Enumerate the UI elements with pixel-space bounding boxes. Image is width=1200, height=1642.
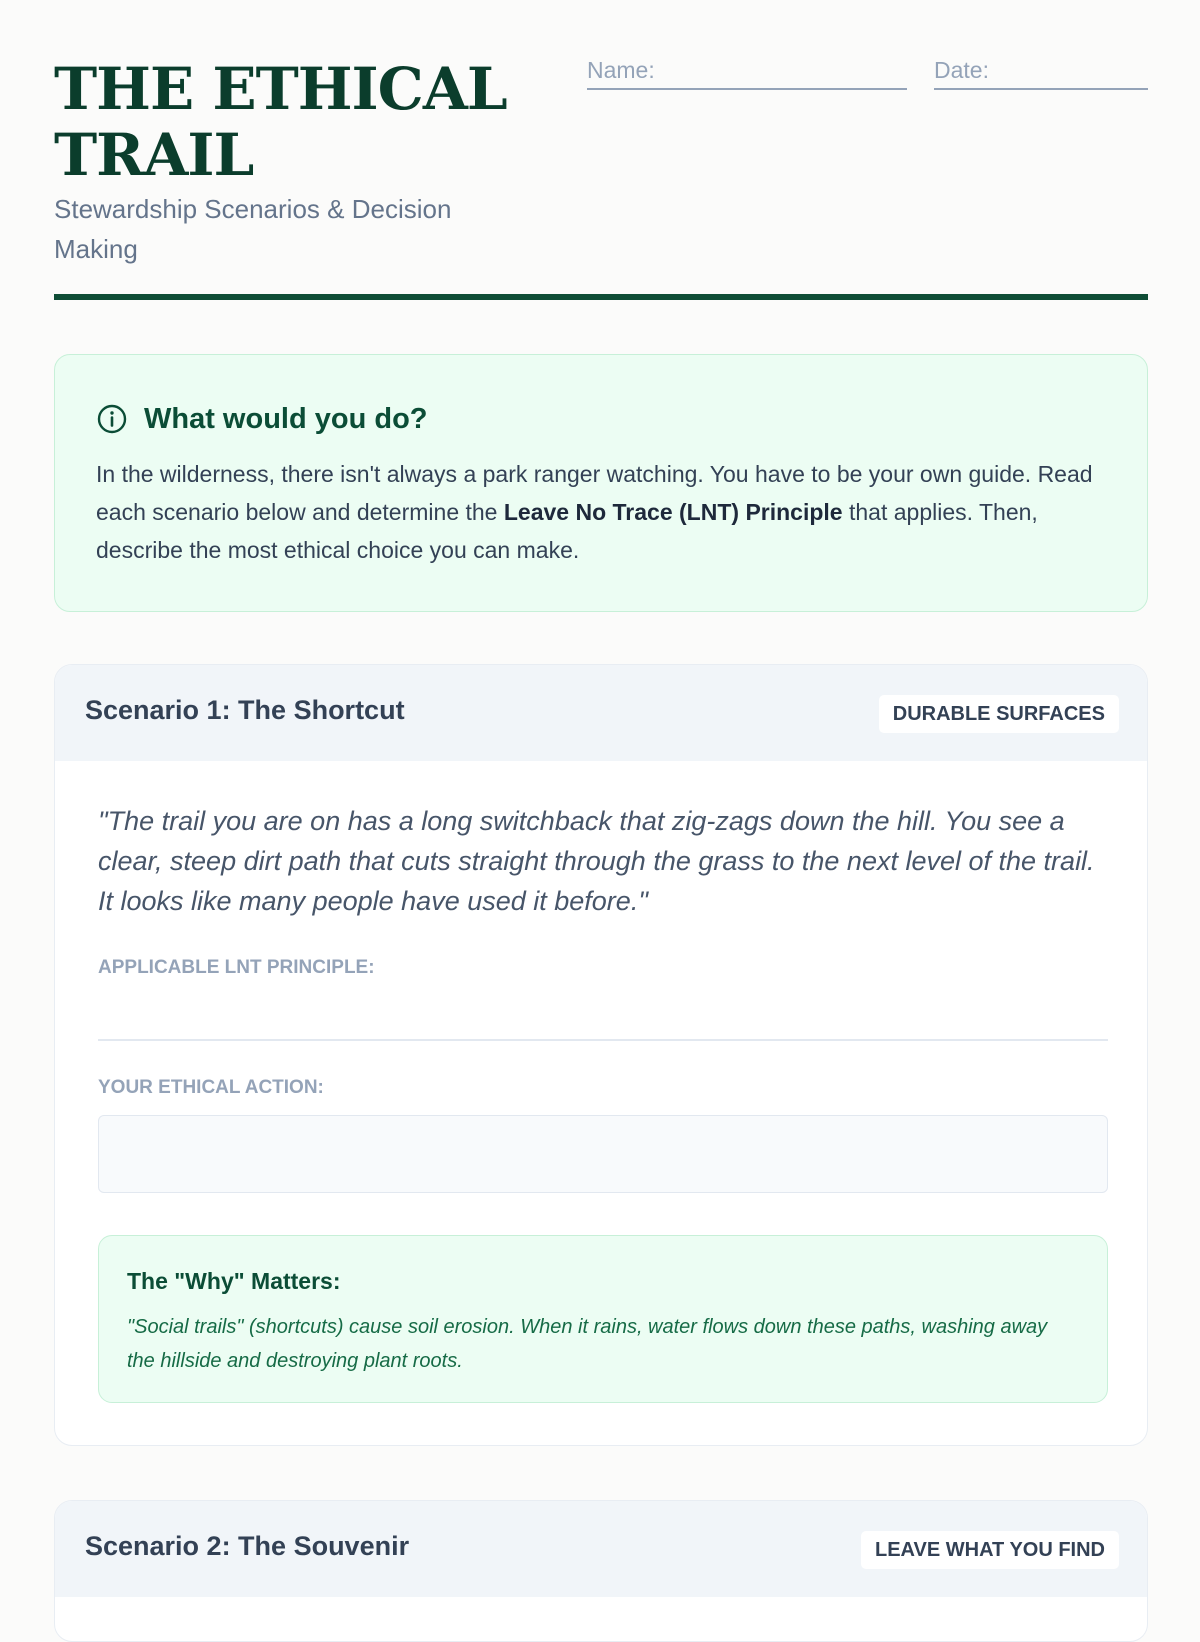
scenario-header xyxy=(55,1501,1147,1597)
page-title: THE ETHICAL TRAIL xyxy=(54,55,507,189)
scenario-title: Scenario 1: The Shortcut xyxy=(85,695,405,725)
name-label: Name: xyxy=(587,57,655,83)
principle-answer-line[interactable] xyxy=(98,1039,1108,1041)
scenario-header xyxy=(55,665,1147,761)
page-subtitle: Stewardship Scenarios & Decision Making xyxy=(54,194,452,264)
intro-title: What would you do? xyxy=(144,402,428,435)
scenario-title: Scenario 2: The Souvenir xyxy=(85,1531,410,1561)
date-label: Date: xyxy=(934,57,989,83)
intro-heading xyxy=(96,401,428,437)
intro-text-start: In the wilderness, there isn't always a park ranger watching. You have to be your own guide. Read each scenario below and determine the xyxy=(96,461,1093,525)
principle-tag: LEAVE WHAT YOU FIND xyxy=(861,1531,1119,1569)
scenario-quote: "The trail you are on has a long switchback that zig-zags down the hill. You see a clear, steep dirt path that cuts straight through the grass to the next level of the trail. It looks like many people have used it before." xyxy=(98,806,1095,916)
scenario-card xyxy=(54,664,1148,1446)
header-divider xyxy=(54,294,1148,300)
intro-text-bold: Leave No Trace (LNT) Principle xyxy=(503,499,843,525)
why-text: "Social trails" (shortcuts) cause soil erosion. When it rains, water flows down these paths, washing away the hillside and destroying plant roots. xyxy=(127,1316,1048,1372)
date-field[interactable] xyxy=(934,56,1148,90)
worksheet-header xyxy=(54,56,1148,302)
scenario-card xyxy=(54,1500,1148,1642)
intro-text-end: that applies. Then, describe the most ethical choice you can make. xyxy=(96,499,1038,563)
why-title: The "Why" Matters: xyxy=(127,1268,341,1294)
action-answer-box[interactable] xyxy=(98,1115,1108,1193)
why-matters-box xyxy=(98,1235,1108,1403)
principle-tag: DURABLE SURFACES xyxy=(879,695,1119,733)
info-icon xyxy=(96,403,128,435)
action-label: YOUR ETHICAL ACTION: xyxy=(98,1077,324,1098)
intro-box xyxy=(54,354,1148,612)
intro-text xyxy=(96,455,1106,569)
name-field[interactable] xyxy=(587,56,907,90)
principle-label: APPLICABLE LNT PRINCIPLE: xyxy=(98,957,375,978)
